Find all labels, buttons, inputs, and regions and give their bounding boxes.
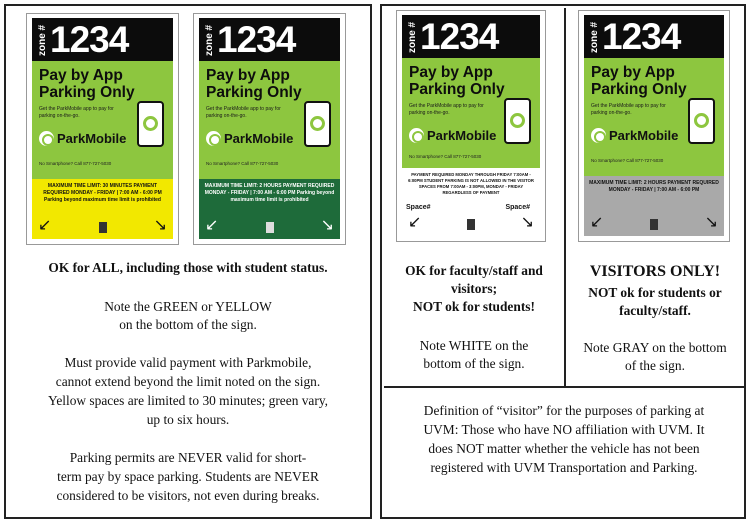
- sign-bottom-gray: [584, 176, 724, 236]
- sign-limit-text: MAXIMUM TIME LIMIT: 2 HOURS PAYMENT REQUIRED MONDAY - FRIDAY | 7:00 AM - 6:00 PM: [589, 180, 719, 193]
- parkmobile-brand: ParkMobile: [57, 131, 127, 146]
- parkmobile-p-icon: [591, 128, 606, 143]
- middle-note-line-1: Note WHITE on the: [419, 338, 529, 353]
- uvm-seal-icon: [99, 222, 107, 233]
- sign-bottom-green: [199, 179, 340, 239]
- arrow-down-left-icon: ↙: [408, 212, 422, 231]
- space-label-left: Space#: [406, 204, 431, 211]
- left-headline: OK for ALL, including those with student status.: [48, 260, 328, 275]
- sign-bottom-white: [402, 168, 540, 236]
- uvm-seal-icon: [650, 219, 658, 230]
- parkmobile-p-icon: [206, 131, 221, 146]
- sign-title: Pay by App Parking Only: [591, 64, 687, 98]
- sign-description: Get the ParkMobile app to pay for parking on-the-go.: [39, 106, 114, 119]
- no-smartphone-text: No Smartphone? Call 877-727-5030: [591, 158, 664, 163]
- sign-title: Pay by App Parking Only: [409, 64, 505, 98]
- left-payment-line-1: Must provide valid payment with Parkmobile,: [64, 355, 312, 370]
- sign-zone-header: [199, 18, 340, 61]
- parkmobile-brand: ParkMobile: [427, 128, 497, 143]
- horizontal-divider: [384, 386, 744, 388]
- sign-green-field: [32, 61, 173, 179]
- sign-white: [396, 10, 546, 242]
- right-headline: VISITORS ONLY!: [589, 263, 721, 280]
- parkmobile-brand: ParkMobile: [224, 131, 294, 146]
- space-label-right: Space#: [505, 204, 530, 211]
- right-note-line-1: Note GRAY on the bottom: [583, 340, 727, 355]
- no-smartphone-text: No Smartphone? Call 877-727-5030: [206, 161, 279, 166]
- zone-label: zone #: [407, 21, 418, 53]
- arrow-down-right-icon: ↘: [320, 215, 334, 234]
- sign-green-field: [402, 58, 540, 168]
- left-permit-line-1: Parking permits are NEVER valid for short-: [69, 450, 307, 465]
- left-payment-line-3: Yellow spaces are limited to 30 minutes; green vary,: [47, 393, 329, 408]
- arrow-down-right-icon: ↘: [520, 212, 534, 231]
- left-note-line-2: on the bottom of the sign.: [119, 317, 257, 332]
- parkmobile-p-icon: [39, 131, 54, 146]
- no-smartphone-text: No Smartphone? Call 877-727-5030: [39, 161, 112, 166]
- left-permit-line-2: term pay by space parking. Students are NEVER: [57, 469, 319, 484]
- phone-icon: [504, 98, 531, 144]
- zone-label: zone #: [204, 24, 215, 56]
- phone-icon: [304, 101, 331, 147]
- right-note-line-2: of the sign.: [625, 358, 685, 373]
- sign-title: Pay by App Parking Only: [206, 67, 302, 101]
- left-note-line-1: Note the GREEN or YELLOW: [104, 299, 272, 314]
- sign-green-field: [584, 58, 724, 176]
- parkmobile-brand: ParkMobile: [609, 128, 679, 143]
- sign-gray: [578, 10, 730, 242]
- sign-limit-text: PAYMENT REQUIRED MONDAY THROUGH FRIDAY 7:00AM - 6:00PM STUDENT PARKING IS NOT ALLOWED IN THE VISITOR SPACES FROM 7:00AM - 3:00PM, MONDAY - FRIDAY REGARDLESS OF PAYMENT: [408, 172, 534, 195]
- arrow-down-left-icon: ↙: [590, 212, 604, 231]
- sign-description: Get the ParkMobile app to pay for parking on-the-go.: [409, 103, 484, 116]
- zone-number: 1234: [50, 19, 129, 60]
- no-smartphone-text: No Smartphone? Call 877-727-5030: [409, 154, 482, 159]
- middle-headline-line-3: NOT ok for students!: [413, 299, 535, 314]
- definition-line-2: UVM: Those who have NO affiliation with UVM. It: [423, 422, 705, 437]
- middle-headline-line-2: visitors;: [450, 281, 498, 296]
- zone-label: zone #: [589, 21, 600, 53]
- sign-description: Get the ParkMobile app to pay for parking on-the-go.: [206, 106, 281, 119]
- sign-green: [193, 13, 346, 245]
- vertical-divider: [564, 8, 566, 386]
- definition-line-4: registered with UVM Transportation and Parking.: [430, 460, 698, 475]
- arrow-down-left-icon: ↙: [205, 215, 219, 234]
- parkmobile-p-icon: [409, 128, 424, 143]
- sign-green-field: [199, 61, 340, 179]
- uvm-seal-icon: [266, 222, 274, 233]
- sign-zone-header: [32, 18, 173, 61]
- sign-title: Pay by App Parking Only: [39, 67, 135, 101]
- sign-description: Get the ParkMobile app to pay for parking on-the-go.: [591, 103, 666, 116]
- zone-number: 1234: [217, 19, 296, 60]
- parkmobile-logo: [206, 130, 293, 147]
- middle-headline-line-1: OK for faculty/staff and: [405, 263, 543, 278]
- arrow-down-right-icon: ↘: [153, 215, 167, 234]
- sign-yellow: [26, 13, 179, 245]
- left-permit-line-3: considered to be visitors, not even during breaks.: [56, 488, 320, 503]
- left-payment-line-4: up to six hours.: [146, 412, 230, 427]
- parkmobile-logo: [409, 127, 496, 144]
- uvm-seal-icon: [467, 219, 475, 230]
- left-payment-line-2: cannot extend beyond the limit noted on the sign.: [55, 374, 321, 389]
- parkmobile-logo: [591, 127, 678, 144]
- sign-zone-header: [584, 15, 724, 58]
- phone-icon: [688, 98, 715, 144]
- right-sub-line-1: NOT ok for students or: [588, 285, 722, 300]
- sign-zone-header: [402, 15, 540, 58]
- parkmobile-logo: [39, 130, 126, 147]
- arrow-down-right-icon: ↘: [704, 212, 718, 231]
- sign-bottom-yellow: [32, 179, 173, 239]
- zone-number: 1234: [420, 16, 499, 57]
- sign-limit-text: MAXIMUM TIME LIMIT: 30 MINUTES PAYMENT REQUIRED MONDAY - FRIDAY | 7:00 AM - 6:00 PM Parking beyond maximum time limit is prohibited: [43, 183, 162, 203]
- zone-number: 1234: [602, 16, 681, 57]
- definition-line-3: does NOT matter whether the vehicle has not been: [428, 441, 700, 456]
- sign-limit-text: MAXIMUM TIME LIMIT: 2 HOURS PAYMENT REQUIRED MONDAY - FRIDAY | 7:00 AM - 6:00 PM Parking beyond maximum time limit is prohibited: [204, 183, 335, 203]
- definition-line-1: Definition of “visitor” for the purposes of parking at: [423, 403, 705, 418]
- middle-note-line-2: bottom of the sign.: [423, 356, 525, 371]
- right-sub-line-2: faculty/staff.: [619, 303, 691, 318]
- phone-icon: [137, 101, 164, 147]
- zone-label: zone #: [37, 24, 48, 56]
- arrow-down-left-icon: ↙: [38, 215, 52, 234]
